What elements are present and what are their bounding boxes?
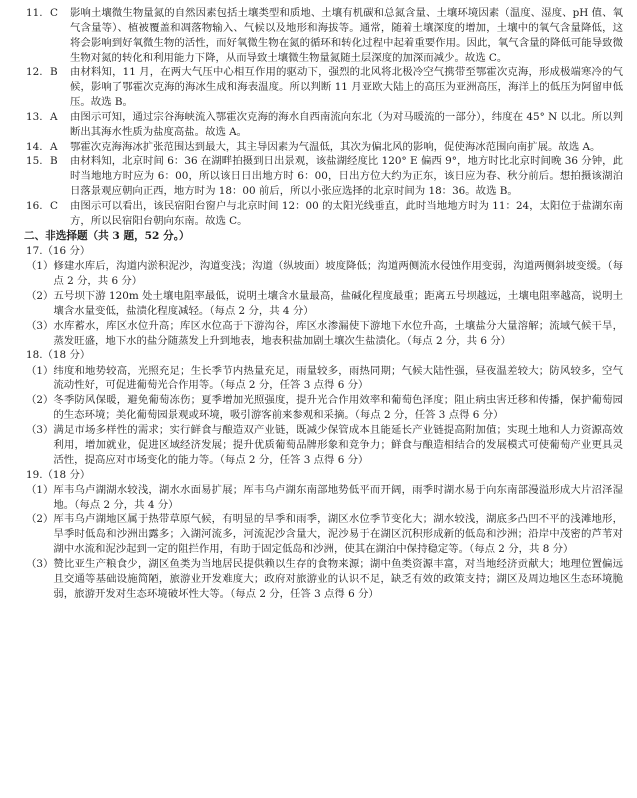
sub-answer-text: 满足市场多样性的需求；实行鲜食与酿造双产业链，既减少保管成本且能延长产业链提高附加值；实现土地和人力资源高效利用，增加就业，促进区域经济发展；提升优质葡萄品牌形象和竞争力；鲜食与酿造相结合的发展模式可使葡萄产业更具灵活性，提高应对市场变化的能力等。（每点 2 分，任答 3 点得 6 分） (53, 424, 623, 466)
answer-item-13 (26, 110, 623, 140)
sub-number: （1） (26, 364, 54, 377)
question-number: 15. (26, 155, 43, 168)
answer-letter: C (50, 7, 58, 19)
section-title: 二、非选择题（共 3 题，52 分。） (24, 229, 190, 242)
question-number: 11. (26, 7, 43, 19)
answer-explanation: 由材料知，北京时间 6：36 在湖畔拍摄到日出景观，该盐湖经度比 120° E 偏西 9°，地方时比北京时间晚 36 分钟，此时当地地方时应为 6：00，所以该日日出地方时 6：00，日出方位大约为正东，该日应为春、秋分前后。想拍摄该湖泊日落景观应朝向正西，地方时为 18：00 前后，所以小张应选择的北京时间为 18：36。故选 B。 (70, 155, 623, 198)
sub-answer-text: 纬度和地势较高，光照充足；生长季节内热量充足，雨量较多，雨热同期；气候大陆性强，昼夜温差较大；防风较多，空气流动性好，可促进葡萄光合作用等。（每点 2 分，任答 3 点得 6 分） (53, 364, 623, 392)
sub-answer-19-2 (26, 512, 623, 557)
sub-answer-18-1 (26, 364, 623, 394)
answer-explanation: 由材料知，11 月，在两大气压中心相互作用的驱动下，强烈的北风将北极冷空气携带至鄂霍次克海，形成极端寒冷的气候，影响了鄂霍次克海的海冰生成和海表温度。所以判断 11 月亚欧大陆上的高压为亚洲高压，海洋上的低压为阿留申低压。故选 B。 (70, 66, 623, 109)
answer-explanation: 鄂霍次克海海冰扩张范围达到最大，其主导因素为气温低，其次为偏北风的影响，促使海冰范围向南扩展。故选 A。 (70, 140, 601, 153)
answer-letter: A (50, 110, 58, 123)
question-number: 13. (26, 110, 43, 123)
answer-item-11 (26, 6, 623, 65)
sub-answer-18-3 (26, 423, 623, 468)
answer-item-16 (26, 199, 623, 229)
sub-answer-text: 赞比亚生产粮食少，湖区鱼类为当地居民提供赖以生存的食物来源；湖中鱼类资源丰富，对当地经济贡献大；地理位置偏远且交通等基础设施简陋，旅游业开发难度大；政府对旅游业的认识不足，缺乏有效的政策支持；湖区及周边地区生态环境脆弱，旅游开发对生态环境破坏性大等。（每点 2 分，任答 3 点得 6 分） (53, 557, 623, 600)
answer-letter: A (50, 140, 58, 153)
answer-explanation: 影响土壤微生物量氮的自然因素包括土壤类型和质地、土壤有机碳和总氮含量、土壤环境因素（温度、湿度、pH 值、氧气含量等）、植被覆盖和凋落物输入、气候以及地形和海拔等。通常，随着土壤深度的增加，土壤中的氧气含量降低，这将会影响到好氧微生物的活性，而好氧微生物在氮的循环和转化过程中起着重要作用。因此，氧气含量的降低可能导致微生物对氮的转化和利用能力下降，从而导致土壤微生物量氮随土层深度的加深而减少。故选 C。 (70, 7, 623, 64)
answer-letter: B (50, 155, 58, 168)
answer-explanation: 由图示可知，通过宗谷海峡流入鄂霍次克海的海水自西南流向东北（为对马暖流的一部分），纬度在 45° N 以北。所以判断出其海水性质为盐度高盐。故选 A。 (70, 110, 623, 138)
sub-answer-19-3 (26, 557, 623, 602)
sub-answer-text: 水库蓄水，库区水位升高；库区水位高于下游沟谷，库区水渗漏使下游地下水位升高，土壤盐分大量溶解；流域气候干旱，蒸发旺盛，地下水的盐分随蒸发上升到地表，地表积盐加剧土壤次生盐渍化。（每点 2 分，共 6 分） (53, 319, 623, 347)
question-number: 12. (26, 66, 43, 79)
question-number: 16. (26, 199, 43, 212)
sub-number: （1） (26, 483, 54, 496)
sub-answer-text: 厍韦乌卢湖湖水较浅，湖水水面易扩展；厍韦乌卢湖东南部地势低平而开阔，雨季时湖水易于向东南部漫溢形成大片沼泽湿地。（每点 2 分，共 4 分） (53, 483, 623, 511)
sub-answer-17-3 (26, 319, 623, 349)
answer-item-14 (26, 140, 623, 155)
question-heading-18: 18.（18 分） (26, 349, 91, 362)
question-heading-19: 19.（18 分） (26, 468, 91, 481)
sub-answer-text: 修建水库后，沟道内淤积泥沙，沟道变浅；沟道（纵坡面）坡度降低；沟道两侧流水侵蚀作用变弱，沟道两侧斜坡变缓。（每点 2 分，共 6 分） (53, 260, 623, 288)
sub-answer-18-2 (26, 393, 623, 423)
sub-answer-17-2 (26, 289, 623, 319)
answer-item-15 (26, 154, 623, 199)
answer-item-12 (26, 65, 623, 110)
answer-letter: B (50, 66, 58, 79)
answer-explanation: 由图示可以看出，该民宿阳台窗户与北京时间 12：00 的太阳光线垂直，此时当地地方时为 11：24，太阳位于盐湖东南方，所以民宿阳台朝向东南。故选 C。 (70, 199, 623, 227)
sub-number: （3） (26, 557, 54, 570)
sub-answer-text: 五号坝下游 120m 处土壤电阻率最低，说明土壤含水量最高，盐碱化程度最重；距离五号坝越远，土壤电阻率越高，说明土壤含水量变低，盐渍化程度减轻。（每点 2 分，共 4 分） (53, 290, 623, 317)
sub-number: （3） (26, 319, 54, 332)
answer-letter: C (50, 199, 58, 212)
sub-number: （2） (26, 290, 54, 303)
question-heading-17: 17.（16 分） (26, 245, 91, 258)
sub-number: （1） (26, 260, 54, 273)
sub-answer-19-1 (26, 483, 623, 513)
sub-number: （2） (26, 394, 54, 407)
sub-answer-text: 厍韦乌卢湖地区属于热带草原气候，有明显的旱季和雨季，湖区水位季节变化大；湖水较浅，湖底多凸凹不平的浅滩地形，旱季时低岛和沙洲出露多；入湖河流多，河流泥沙含量大，泥沙易于在湖区沉积形成新的低岛和沙洲；沿岸中茂密的芦苇对湖中水流和泥沙起到一定的阻拦作用，有助于固定低岛和沙洲，使其在湖泊中保持稳定等。（每点 2 分，共 8 分） (53, 513, 623, 556)
sub-answer-text: 冬季防风保暖，避免葡萄冻伤；夏季增加光照强度，提升光合作用效率和葡萄色泽度；阻止病虫害迁移和传播，保护葡萄园的生态环境；美化葡萄园景观或环境，吸引游客前来参观和采摘。（每点 2 分，任答 3 点得 6 分） (53, 394, 623, 422)
sub-answer-17-1 (26, 259, 623, 289)
sub-number: （3） (26, 424, 54, 436)
question-number: 14. (26, 140, 43, 153)
sub-number: （2） (26, 513, 54, 526)
